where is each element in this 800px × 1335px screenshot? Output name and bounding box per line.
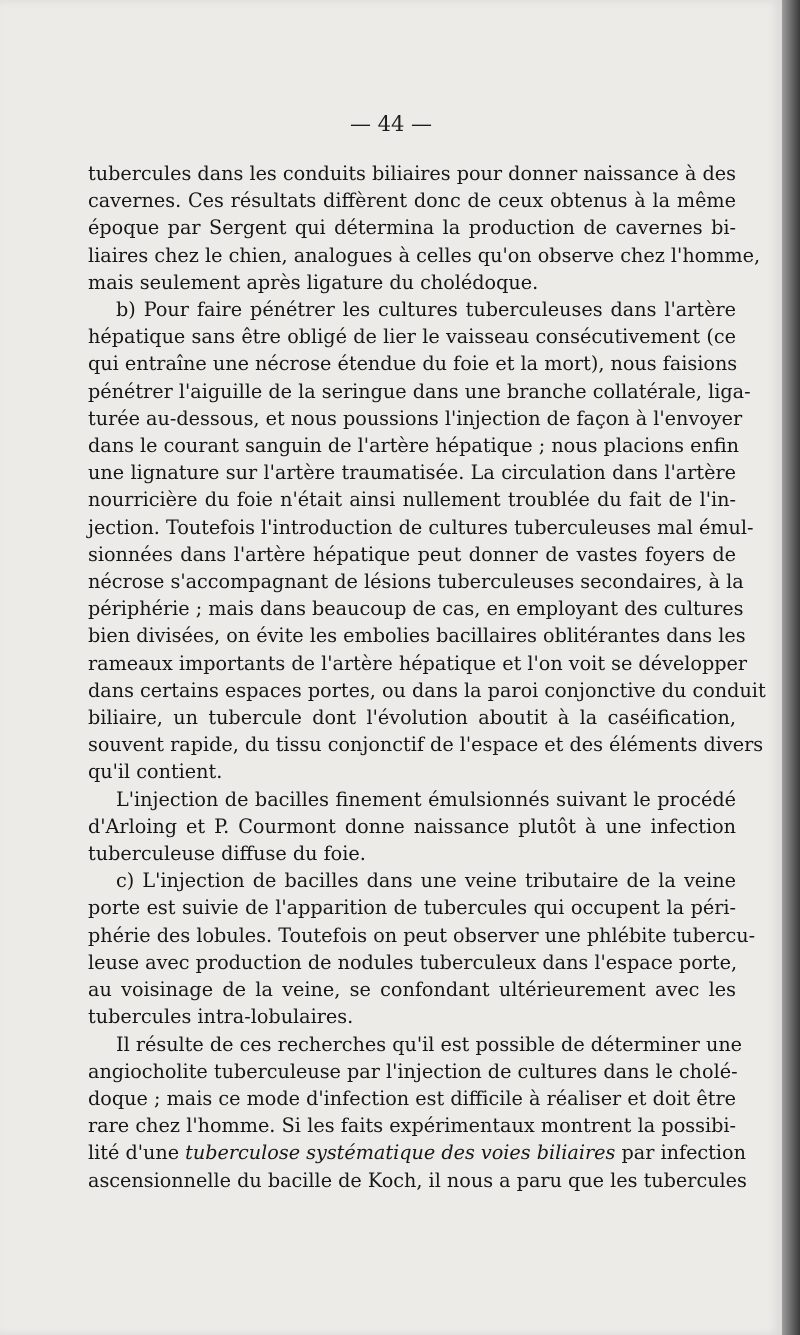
text-line: c) L'injection de bacilles dans une veine tributaire de la veine [116, 869, 736, 893]
text-line: phérie des lobules. Toutefois on peut observer une phlébite tubercu- [88, 923, 756, 947]
text-line: doque ; mais ce mode d'infection est difficile à réaliser et doit être [88, 1086, 736, 1110]
text-line: bien divisées, on évite les embolies bacillaires oblitérantes dans les [88, 624, 746, 648]
text-line: liaires chez le chien, analogues à celles qu'on observe chez l'homme, [88, 243, 761, 267]
text-line: qu'il contient. [88, 760, 223, 784]
text-line: au voisinage de la veine, se confondant ultérieurement avec les [88, 978, 736, 1002]
body-text [88, 160, 766, 1194]
text-line: nourricière du foie n'était ainsi nullement troublée du fait de l'in- [88, 488, 736, 512]
text-line: tuberculeuse diffuse du foie. [88, 842, 366, 866]
text-line: une lignature sur l'artère traumatisée. La circulation dans l'artère [88, 461, 736, 485]
text-line: d'Arloing et P. Courmont donne naissance plutôt à une infection [88, 814, 736, 838]
text-line: sionnées dans l'artère hépatique peut donner de vastes foyers de [88, 542, 736, 566]
text-line: porte est suivie de l'apparition de tubercules qui occupent la péri- [88, 896, 736, 920]
text-line: L'injection de bacilles finement émulsionnés suivant le procédé [116, 787, 736, 811]
page-number: — 44 — [349, 112, 433, 136]
text-line: tubercules dans les conduits biliaires pour donner naissance à des [88, 162, 736, 185]
text-line: époque par Sergent qui détermina la production de cavernes bi- [88, 216, 736, 240]
text-line: rameaux importants de l'artère hépatique et l'on voit se développer [88, 651, 748, 675]
text-line: leuse avec production de nodules tuberculeux dans l'espace porte, [88, 950, 738, 974]
text-line: souvent rapide, du tissu conjonctif de l'espace et des éléments divers [88, 733, 764, 757]
text-line: pénétrer l'aiguille de la seringue dans une branche collatérale, liga- [88, 379, 751, 403]
text-line: tubercules intra-lobulaires. [88, 1005, 354, 1029]
text-line: Il résulte de ces recherches qu'il est possible de déterminer une [116, 1032, 743, 1056]
text-line: angiocholite tuberculeuse par l'injection de cultures dans le cholé- [88, 1059, 738, 1083]
text-line: dans le courant sanguin de l'artère hépatique ; nous placions enfin [88, 434, 739, 458]
text-line: jection. Toutefois l'introduction de cultures tuberculeuses mal émul- [88, 515, 754, 539]
text-line: mais seulement après ligature du cholédoque. [88, 270, 539, 294]
text-line: b) Pour faire pénétrer les cultures tuberculeuses dans l'artère [116, 298, 736, 322]
page-edge-shadow [782, 0, 800, 1335]
text-line: biliaire, un tubercule dont l'évolution aboutit à la caséification, [88, 706, 736, 730]
text-line: nécrose s'accompagnant de lésions tuberculeuses secondaires, à la [88, 570, 744, 594]
text-line: hépatique sans être obligé de lier le vaisseau consécutivement (ce [88, 325, 736, 349]
text-line: ascensionnelle du bacille de Koch, il nous a paru que les tubercules [88, 1168, 747, 1192]
text-line: dans certains espaces portes, ou dans la paroi conjonctive du conduit [88, 678, 766, 702]
text-line: rare chez l'homme. Si les faits expérimentaux montrent la possibi- [88, 1114, 736, 1138]
text-line: lité d'une tuberculose systématique des voies biliaires par infection [88, 1141, 746, 1165]
text-line: qui entraîne une nécrose étendue du foie et la mort), nous faisions [88, 352, 738, 376]
text-line: turée au-dessous, et nous poussions l'injection de façon à l'envoyer [88, 406, 743, 430]
italic-phrase: tuberculose systématique des voies biliaires [185, 1141, 616, 1165]
text-line: cavernes. Ces résultats diffèrent donc de ceux obtenus à la même [88, 189, 736, 213]
text-line: périphérie ; mais dans beaucoup de cas, en employant des cultures [88, 597, 744, 621]
